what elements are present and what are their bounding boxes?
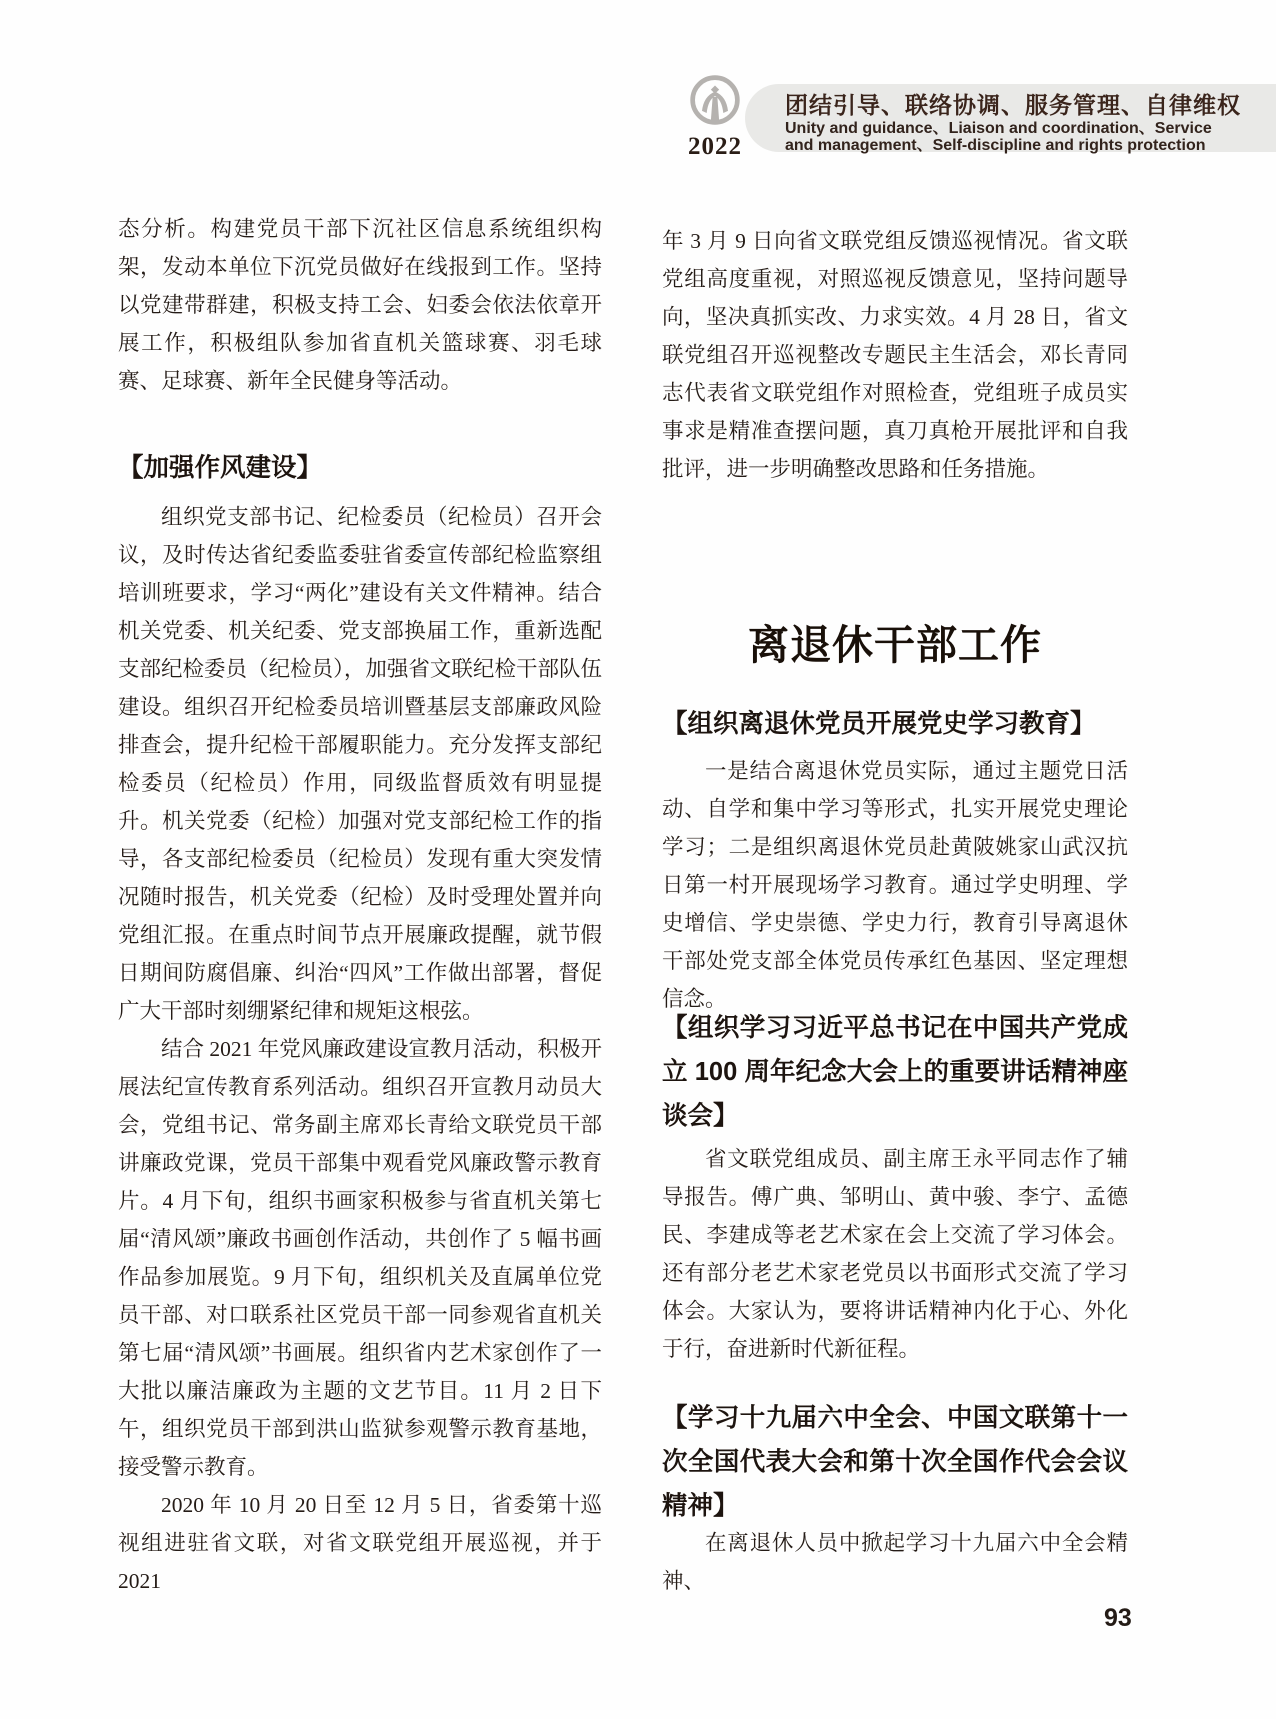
paragraph-text: 省文联党组成员、副主席王永平同志作了辅导报告。傅广典、邹明山、黄中骏、李宁、孟德民、李建成等老艺术家在会上交流了学习体会。还有部分老艺术家老党员以书面形式交流了学习体会。大家认为，要将讲话精神内化于心、外化于行，奋进新时代新征程。 [662, 1147, 1128, 1361]
left-column-continuation-paragraph [118, 210, 602, 400]
header-banner [745, 84, 1276, 152]
edition-year: 2022 [688, 133, 742, 160]
paragraph-text: 年 3 月 9 日向省文联党组反馈巡视情况。省文联党组高度重视，对照巡视反馈意见，坚持问题导向，坚决真抓实改、力求实效。4 月 28 日，省文联党组召开巡视整改专题民主生活会，邓长青同志代表省文联党组作对照检查，党组班子成员实事求是精准查摆问题，真刀真枪开展批评和自我批评，进一步明确整改思路和任务措施。 [662, 229, 1128, 481]
right-column-continuation-paragraph [662, 222, 1128, 488]
left-column-body [118, 498, 602, 1600]
paragraph-text: 2020 年 10 月 20 日至 12 月 5 日，省委第十巡视组进驻省文联，对省文联党组开展巡视，并于 2021 [118, 1493, 602, 1593]
paragraph-text: 一是结合离退休党员实际，通过主题党日活动、自学和集中学习等形式，扎实开展党史理论学习；二是组织离退休党员赴黄陂姚家山武汉抗日第一村开展现场学习教育。通过学史明理、学史增信、学史崇德、学史力行，教育引导离退休干部处党支部全体党员传承红色基因、坚定理想信念。 [662, 759, 1128, 1011]
banner-subtitle-en-line2: and management、Self-discipline and rights protection [785, 137, 1206, 154]
banner-subtitle-en-line1: Unity and guidance、Liaison and coordination、Service [785, 120, 1212, 137]
paragraph-text: 组织党支部书记、纪检委员（纪检员）召开会议，及时传达省纪委监委驻省委宣传部纪检监察组培训班要求，学习“两化”建设有关文件精神。结合机关党委、机关纪委、党支部换届工作，重新选配支部纪检委员（纪检员），加强省文联纪检干部队伍建设。组织召开纪检委员培训暨基层支部廉政风险排查会，提升纪检干部履职能力。充分发挥支部纪检委员（纪检员）作用，同级监督质效有明显提升。机关党委（纪检）加强对党支部纪检工作的指导，各支部纪检委员（纪检员）发现有重大突发情况随时报告，机关党委（纪检）及时受理处置并向党组汇报。在重点时间节点开展廉政提醒，就节假日期间防腐倡廉、纠治“四风”工作做出部署，督促广大干部时刻绷紧纪律和规矩这根弦。 [118, 505, 602, 1023]
section-body-100th-anniversary-speech [662, 1140, 1128, 1368]
banner-title-cn: 团结引导、联络协调、服务管理、自律维权 [785, 92, 1241, 118]
section-body-dangshi-xuexi [662, 752, 1128, 1018]
chapter-title-retired-cadres-work: 离退休干部工作 [748, 622, 1042, 668]
paragraph-text: 在离退休人员中掀起学习十九届六中全会精神、 [662, 1531, 1128, 1593]
page-number: 93 [1104, 1604, 1132, 1632]
paragraph-text: 态分析。构建党员干部下沉社区信息系统组织构架，发动本单位下沉党员做好在线报到工作。坚持以党建带群建，积极支持工会、妇委会依法依章开展工作，积极组队参加省直机关篮球赛、羽毛球赛、足球赛、新年全民健身等活动。 [118, 217, 602, 393]
logo-block [686, 74, 744, 161]
section-heading-100th-anniversary-speech: 【组织学习习近平总书记在中国共产党成立 100 周年纪念大会上的重要讲话精神座谈会】 [662, 1014, 1128, 1130]
section-heading-zuofeng-jianshe: 【加强作风建设】 [118, 454, 323, 482]
paragraph-text: 结合 2021 年党风廉政建设宣教月活动，积极开展法纪宣传教育系列活动。组织召开宣教月动员大会，党组书记、常务副主席邓长青给文联党员干部讲廉政党课，党员干部集中观看党风廉政警示教育片。4 月下旬，组织书画家积极参与省直机关第七届“清风颂”廉政书画创作活动，共创作了 5 幅书画作品参加展览。9 月下旬，组织机关及直属单位党员干部、对口联系社区党员干部一同参观省直机关第七届“清风颂”书画展。组织省内艺术家创作了一大批以廉洁廉政为主题的文艺节目。11 月 2 日下午，组织党员干部到洪山监狱参观警示教育基地，接受警示教育。 [118, 1037, 602, 1479]
section-heading-sixth-plenary-session: 【学习十九届六中全会、中国文联第十一次全国代表大会和第十次全国作代会会议精神】 [662, 1404, 1128, 1520]
cflac-logo-icon [689, 113, 741, 130]
section-body-sixth-plenary-session [662, 1524, 1128, 1600]
section-heading-dangshi-xuexi: 【组织离退休党员开展党史学习教育】 [662, 710, 1096, 738]
